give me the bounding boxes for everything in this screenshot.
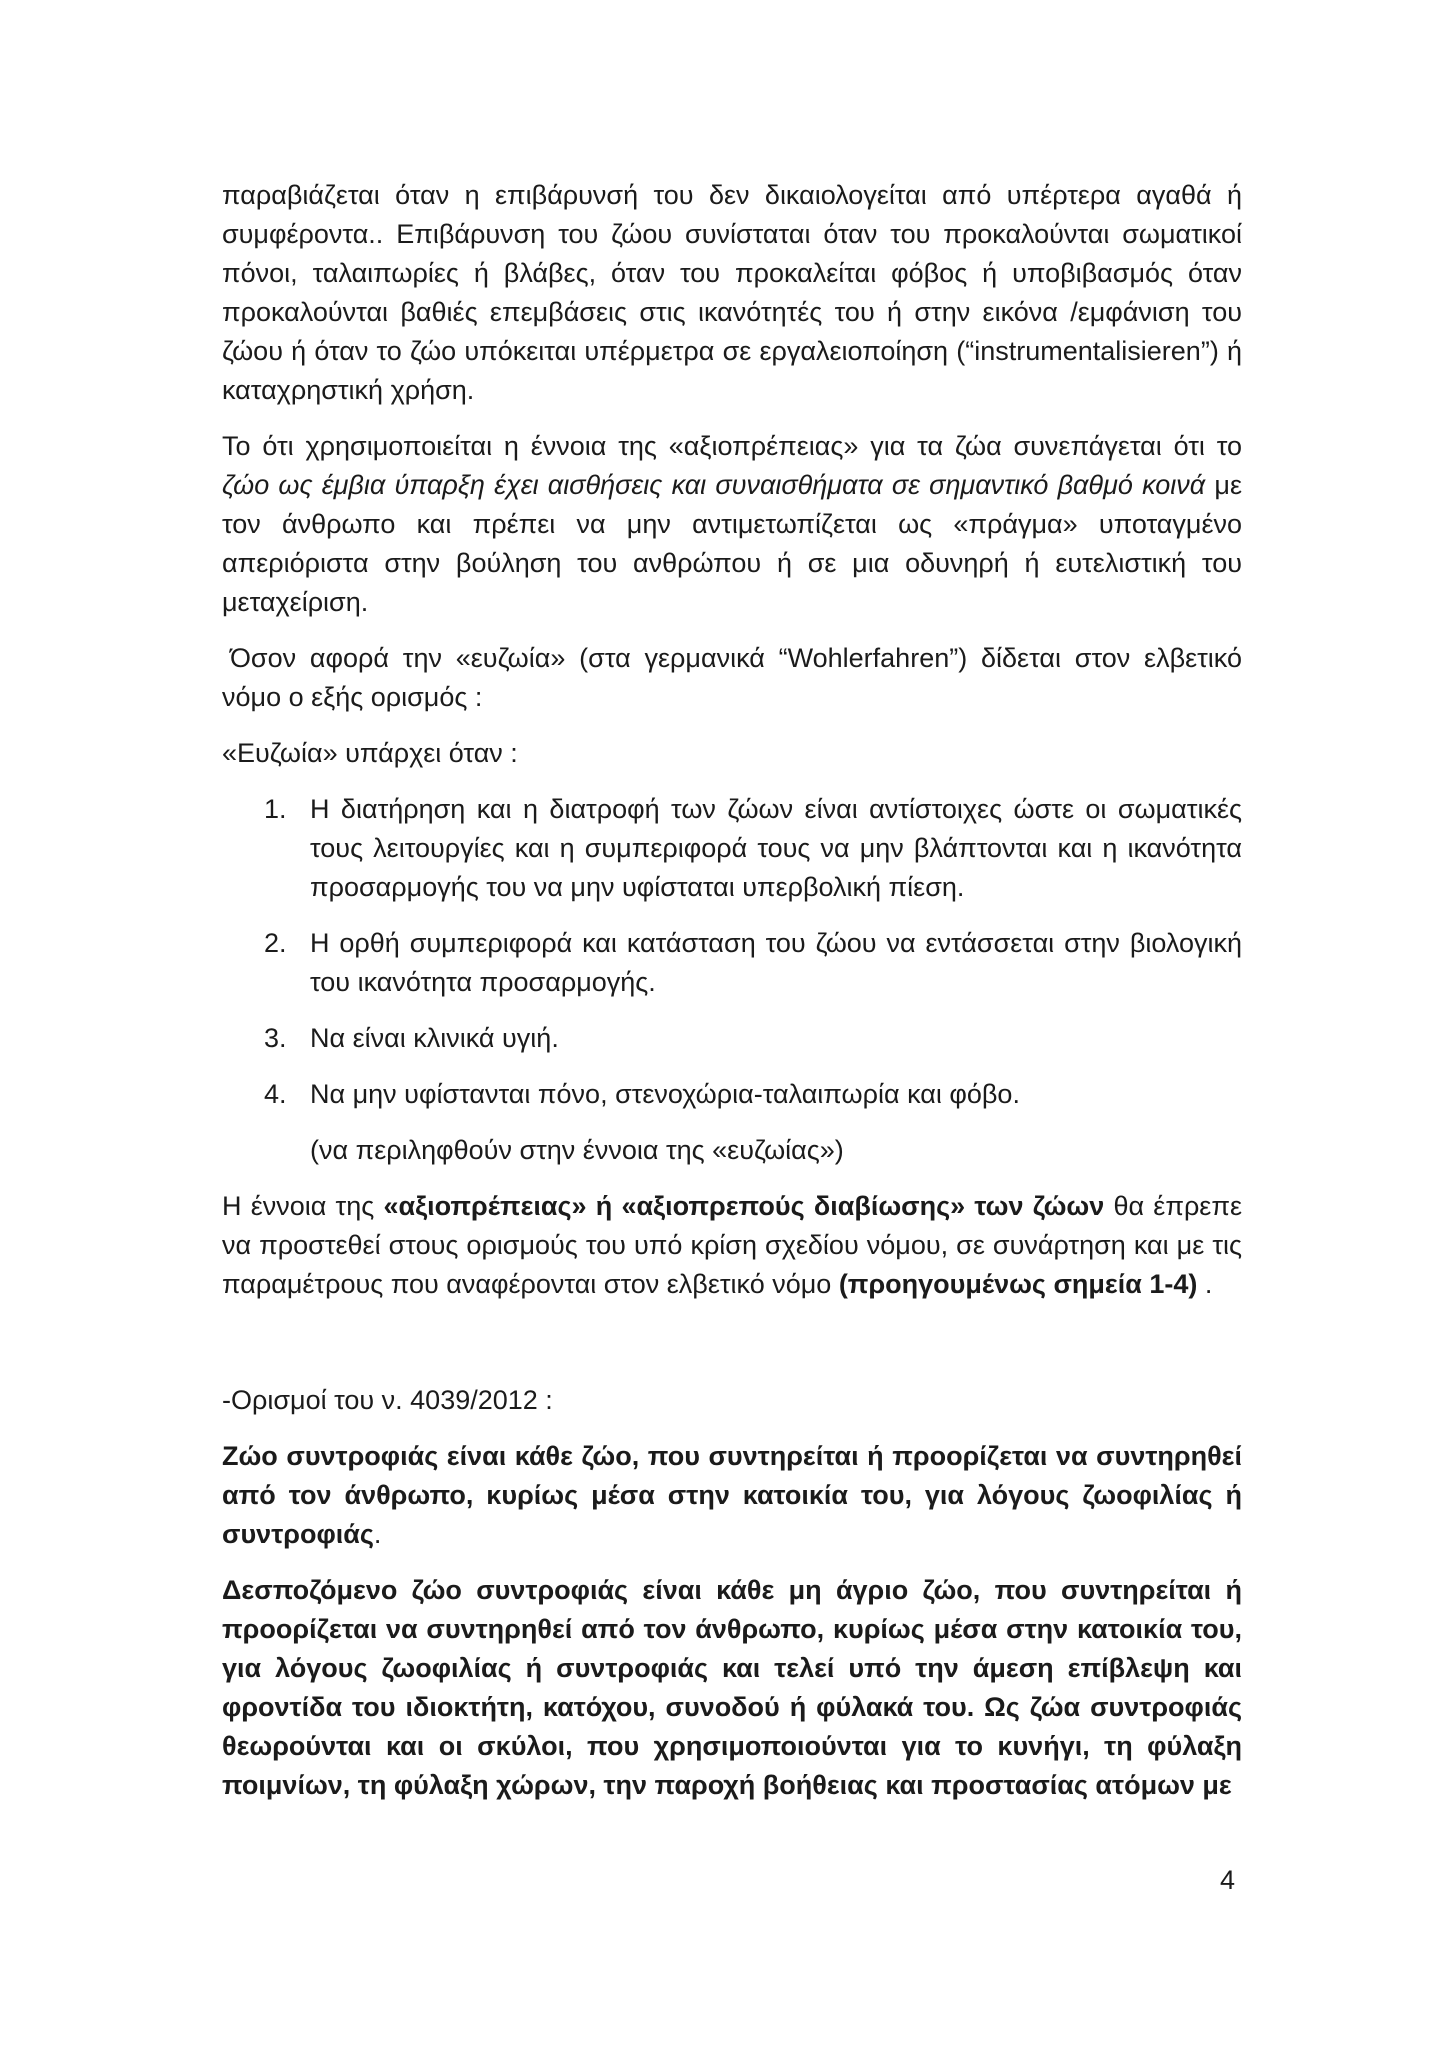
list-item-number: 2. [264, 928, 287, 958]
definitions-heading: -Ορισμοί του ν. 4039/2012 : [222, 1385, 553, 1415]
paragraph-proposal-text-middle: θα έπρεπε να προστεθεί στους ορισμούς του υπό κρίση σχεδίου νόμου, σε συνάρτηση και με τις παραμέτρους που αναφέρονται στον ελβετικό νόμο [222, 1191, 1243, 1299]
list-item-text: Η διατήρηση και η διατροφή των ζώων είναι αντίστοιχες ώστε οι σωματικές τους λειτουργίες και η συμπεριφορά τους να μην βλάπτονται και η ικανότητα προσαρμογής του να μην υφίσταται υπερβολική πίεση. [310, 794, 1242, 902]
paragraph-dignity-text-end: με τον άνθρωπο και πρέπει να μην αντιμετωπίζεται ως «πράγμα» υποταγμένο απεριόριστα στην βούληση του ανθρώπου ή σε μια οδυνηρή ή ευτελιστική του μεταχείριση. [222, 470, 1242, 617]
paragraph-proposal-bold-term: «αξιοπρέπειας» ή «αξιοπρεπούς διαβίωσης» των ζώων [383, 1191, 1105, 1221]
paragraph-welfare-exists: «Ευζωία» υπάρχει όταν : [222, 738, 518, 768]
paragraph-proposal-text-start: Η έννοια της [222, 1191, 384, 1221]
list-item [222, 1019, 1242, 1058]
list-item-number: 3. [264, 1023, 287, 1053]
paragraph-proposal-bold-reference: (προηγουμένως σημεία 1-4) [838, 1269, 1198, 1299]
paragraph-dignity-italic: ζώο ως έμβια ύπαρξη έχει αισθήσεις και συναισθήματα σε σημαντικό βαθμό κοινά [222, 470, 1206, 500]
definition-companion-animal-end: . [373, 1519, 382, 1549]
page-number: 4 [1220, 1865, 1236, 1895]
paragraph-dignity-text-start: Το ότι χρησιμοποιείται η έννοια της «αξιοπρέπειας» για τα ζώα συνεπάγεται ότι το [222, 431, 1242, 461]
definition-companion-animal [222, 1437, 1242, 1554]
paragraph-dignity-concept [222, 427, 1242, 622]
list-item-number: 1. [264, 794, 287, 824]
list-item [222, 790, 1242, 907]
list-item-text: Να είναι κλινικά υγιή. [310, 1023, 559, 1053]
welfare-conditions-list [222, 790, 1242, 1170]
document-body [222, 176, 1242, 1822]
list-item [222, 924, 1242, 1002]
paragraph-dignity-proposal [222, 1187, 1242, 1304]
list-item-text: Να μην υφίστανται πόνο, στενοχώρια-ταλαιπωρία και φόβο. [310, 1079, 1020, 1109]
list-item-number: 4. [264, 1079, 287, 1109]
paragraph-proposal-text-end: . [1197, 1269, 1213, 1299]
list-item-text: Η ορθή συμπεριφορά και κατάσταση του ζώου να εντάσσεται στην βιολογική του ικανότητα προσαρμογής. [310, 928, 1242, 997]
section-spacer [222, 1321, 1242, 1381]
paragraph-burden-definition: παραβιάζεται όταν η επιβάρυνσή του δεν δικαιολογείται από υπέρτερα αγαθά ή συμφέροντα.. Επιβάρυνση του ζώου συνίσταται όταν του προκαλούνται σωματικοί πόνοι, ταλαιπωρίες ή βλάβες, όταν του προκαλείται φόβος ή υποβιβασμός όταν προκαλούνται βαθιές επεμβάσεις στις ικανότητές του ή στην εικόνα /εμφάνιση του ζώου ή όταν το ζώο υπόκειται υπέρμετρα σε εργαλειοποίηση (“instrumentalisieren”) ή καταχρηστική χρήση. [222, 180, 1242, 405]
list-item [222, 1075, 1242, 1114]
paragraph-welfare-intro: Όσον αφορά την «ευζωία» (στα γερμανικά “Wohlerfahren”) δίδεται στον ελβετικό νόμο ο εξής ορισμός : [222, 643, 1242, 712]
list-note: (να περιληφθούν στην έννοια της «ευζωίας») [310, 1135, 844, 1165]
definition-companion-animal-text: Ζώο συντροφιάς είναι κάθε ζώο, που συντηρείται ή προορίζεται να συντηρηθεί από τον άνθρωπο, κυρίως μέσα στην κατοικία του, για λόγους ζωοφιλίας ή συντροφιάς [222, 1441, 1242, 1549]
definition-owned-companion-animal: Δεσποζόμενο ζώο συντροφιάς είναι κάθε μη άγριο ζώο, που συντηρείται ή προορίζεται να συντηρηθεί από τον άνθρωπο, κυρίως μέσα στην κατοικία του, για λόγους ζωοφιλίας ή συντροφιάς και τελεί υπό την άμεση επίβλεψη και φροντίδα του ιδιοκτήτη, κατόχου, συνοδού ή φύλακά του. Ως ζώα συντροφιάς θεωρούνται και οι σκύλοι, που χρησιμοποιούνται για το κυνήγι, τη φύλαξη ποιμνίων, τη φύλαξη χώρων, την παροχή βοήθειας και προστασίας ατόμων με [222, 1575, 1242, 1800]
